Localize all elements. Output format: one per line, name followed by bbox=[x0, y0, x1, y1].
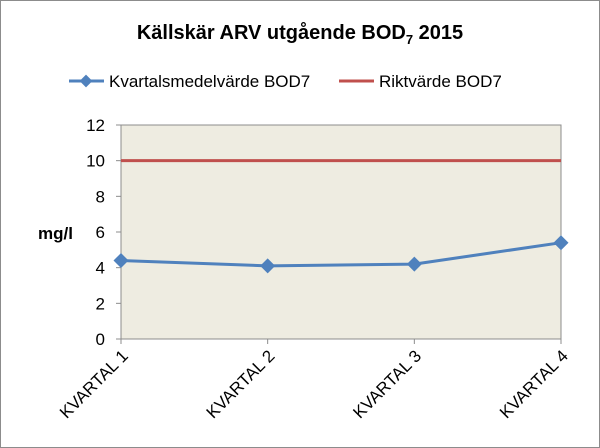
y-tick-label: 6 bbox=[95, 223, 105, 242]
legend bbox=[69, 72, 502, 91]
y-tick-label: 0 bbox=[95, 330, 105, 349]
legend-label-series-2: Riktvärde BOD7 bbox=[379, 72, 502, 91]
plot-area bbox=[121, 125, 561, 339]
y-tick-label: 8 bbox=[95, 187, 105, 207]
x-tick-label: KVARTAL 3 bbox=[349, 346, 426, 423]
legend-item-series-1 bbox=[69, 72, 310, 91]
y-tick-label: 2 bbox=[95, 294, 105, 314]
x-axis-ticks bbox=[56, 339, 572, 422]
y-tick-label: 4 bbox=[95, 258, 105, 278]
chart-title-subscript: 7 bbox=[405, 32, 414, 47]
x-tick-label: KVARTAL 4 bbox=[496, 346, 572, 423]
chart-title-suffix: 2015 bbox=[413, 22, 464, 44]
y-axis-ticks bbox=[86, 116, 121, 349]
line-chart bbox=[1, 1, 599, 447]
x-tick-label: KVARTAL 1 bbox=[56, 346, 132, 423]
y-tick-label: 12 bbox=[86, 116, 105, 135]
y-tick-label: 10 bbox=[86, 151, 105, 171]
legend-label-series-1: Kvartalsmedelvärde BOD7 bbox=[109, 72, 311, 91]
y-axis-label: mg/l bbox=[38, 224, 73, 243]
x-tick-label: KVARTAL 2 bbox=[202, 346, 279, 423]
legend-marker-series-1 bbox=[80, 75, 93, 88]
chart-title-main: Källskär ARV utgående BOD bbox=[136, 22, 406, 44]
legend-item-series-2 bbox=[339, 72, 502, 91]
chart-title bbox=[137, 21, 463, 47]
